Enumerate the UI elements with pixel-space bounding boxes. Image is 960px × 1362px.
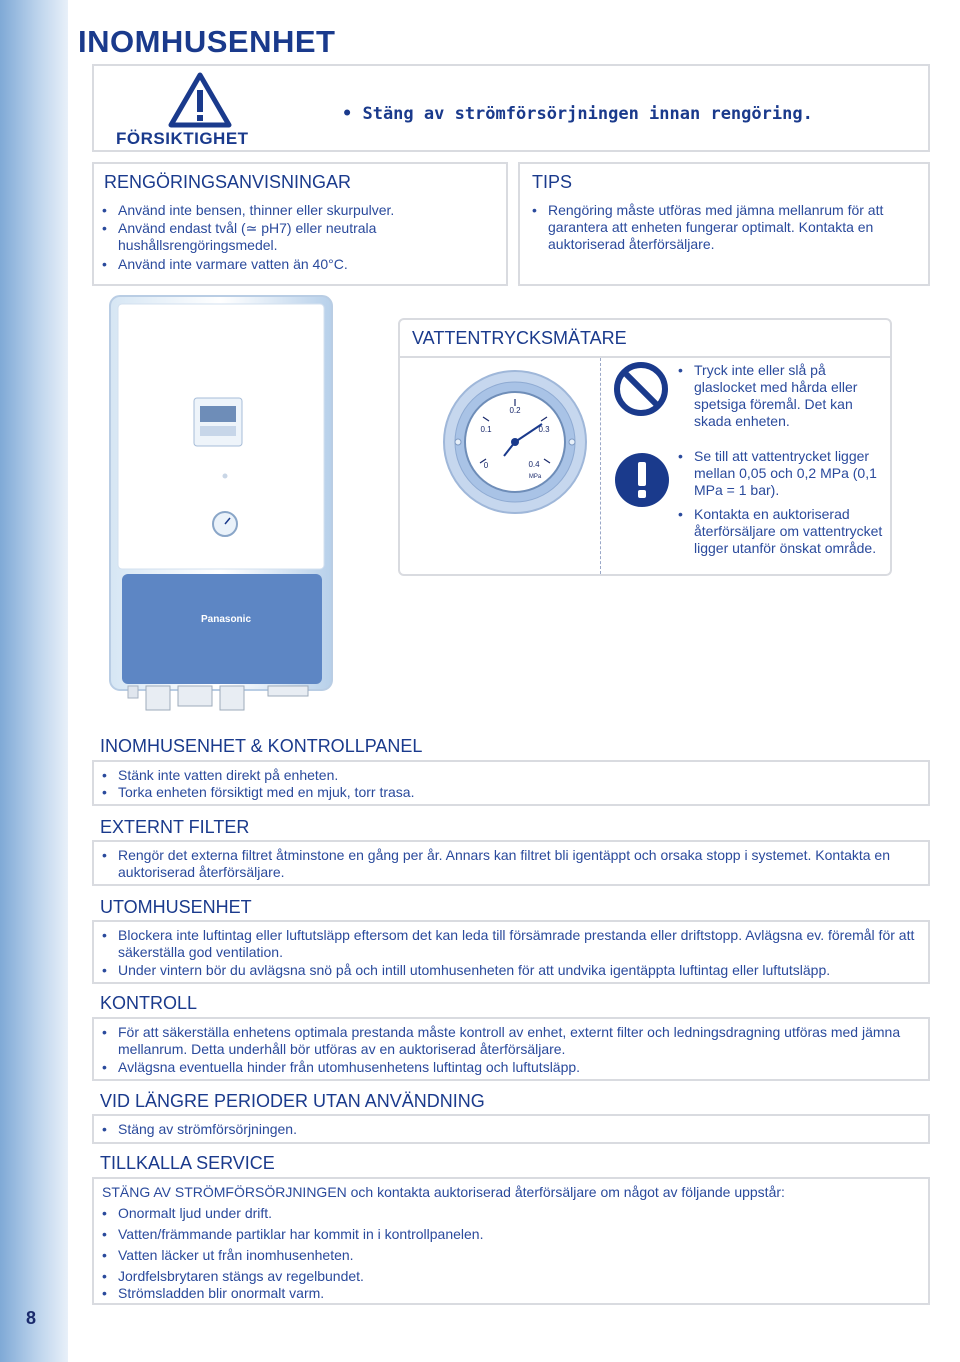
- section-item: • Torka enheten försiktigt med en mjuk, torr trasa.: [102, 784, 415, 800]
- caution-text: • Stäng av strömförsörjningen innan rengöring.: [342, 104, 813, 124]
- gauge-tick-label: 0.1: [480, 425, 492, 434]
- section-heading: TILLKALLA SERVICE: [100, 1153, 275, 1173]
- warning-triangle-icon: [168, 72, 232, 128]
- section-box: [92, 840, 930, 886]
- section-heading: UTOMHUSENHET: [100, 897, 252, 917]
- cleaning-heading: RENGÖRINGSANVISNINGAR: [104, 172, 352, 192]
- gauge-warning-item: • Se till att vattentrycket ligger mellan 0,05 och 0,2 MPa (0,1 MPa = 1 bar).: [678, 448, 877, 498]
- section-item: • Under vintern bör du avlägsna snö på och intill utomhusenheten för att undvika igentäppta luftintag eller luftutsläpp.: [102, 962, 831, 978]
- section-item: • För att säkerställa enhetens optimala prestanda måste kontroll av enhet, externt filter och ledningsdragning utföras med jämna mellanrum. Detta underhåll bör utföras av en auktoriserad återförsäljare.: [102, 1024, 901, 1057]
- section-heading: EXTERNT FILTER: [100, 817, 250, 837]
- gauge-prohibit-item: • Tryck inte eller slå på glaslocket med hårda eller spetsiga föremål. Det kan skada enheten.: [678, 362, 858, 429]
- page-title: INOMHUSENHET: [78, 24, 336, 59]
- section-item: • Blockera inte luftintag eller luftutsläpp eftersom det kan leda till försämrade prestanda eller driftstopp. Avlägsna ev. föremål för att säkerställa god ventilation.: [102, 927, 915, 960]
- section-heading: INOMHUSENHET & KONTROLLPANEL: [100, 736, 423, 756]
- gauge-heading: VATTENTRYCKSMÄTARE: [412, 328, 627, 348]
- caution-box: [92, 64, 930, 152]
- section-box: [92, 920, 930, 984]
- cleaning-item: • Använd endast tvål (≃ pH7) eller neutrala hushållsrengöringsmedel.: [102, 220, 377, 253]
- gauge-unit: MPa: [528, 474, 542, 480]
- tips-heading: TIPS: [532, 172, 573, 192]
- section-heading: KONTROLL: [100, 993, 198, 1013]
- gauge-tick-label: 0.4: [528, 460, 540, 469]
- section-heading: VID LÄNGRE PERIODER UTAN ANVÄNDNING: [100, 1091, 485, 1111]
- gauge-tick-label: 0: [483, 461, 489, 470]
- cleaning-item: • Använd inte bensen, thinner eller skurpulver.: [102, 202, 395, 218]
- cleaning-item: • Använd inte varmare vatten än 40°C.: [102, 256, 348, 272]
- section-box: [92, 1017, 930, 1081]
- section-box: [92, 760, 930, 806]
- section-box: [92, 1114, 930, 1144]
- section-item: • Stäng av strömförsörjningen.: [102, 1121, 297, 1137]
- gauge-tick-label: 0.2: [509, 406, 521, 415]
- section-item: • Vatten/främmande partiklar har kommit in i kontrollpanelen.: [102, 1226, 484, 1242]
- section-item: • Rengör det externa filtret åtminstone en gång per år. Annars kan filtret bli igentäppt och orsaka stopp i systemet. Kontakta en auktoriserad återförsäljare.: [102, 847, 891, 880]
- page-sidebar: [0, 0, 68, 1362]
- section-item: • Stänk inte vatten direkt på enheten.: [102, 767, 339, 783]
- gauge-heading-divider: [400, 356, 890, 358]
- page-number: 8: [26, 1308, 37, 1328]
- gauge-warning-item: • Kontakta en auktoriserad återförsäljare om vattentrycket ligger utanför önskat område.: [678, 506, 883, 556]
- section-intro: STÄNG AV STRÖMFÖRSÖRJNINGEN och kontakta auktoriserad återförsäljare om något av följande uppstår:: [102, 1184, 785, 1200]
- section-item: • Onormalt ljud under drift.: [102, 1205, 273, 1221]
- section-item: • Vatten läcker ut från inomhusenheten.: [102, 1247, 354, 1263]
- pressure-gauge-icon: [442, 368, 588, 516]
- section-item: • Strömsladden blir onormalt varm.: [102, 1285, 325, 1301]
- section-item: • Avlägsna eventuella hinder från utomhusenhetens luftintag och luftutsläpp.: [102, 1059, 581, 1075]
- caution-label: FÖRSIKTIGHET: [116, 129, 249, 148]
- water-pressure-gauge-box: [398, 318, 892, 576]
- section-box: [92, 1177, 930, 1305]
- tips-box: [518, 162, 930, 286]
- brand-logo: Panasonic: [200, 614, 252, 625]
- exclamation-icon: [614, 452, 670, 508]
- indoor-unit-illustration: [108, 294, 336, 716]
- gauge-divider: [600, 358, 601, 574]
- section-item: • Jordfelsbrytaren stängs av regelbundet.: [102, 1268, 364, 1284]
- cleaning-box: [92, 162, 508, 286]
- prohibited-icon: [612, 360, 670, 418]
- gauge-tick-label: 0.3: [538, 425, 550, 434]
- tips-item: • Rengöring måste utföras med jämna mellanrum för att garantera att enheten fungerar optimalt. Kontakta en auktoriserad återförsäljare.: [532, 202, 884, 252]
